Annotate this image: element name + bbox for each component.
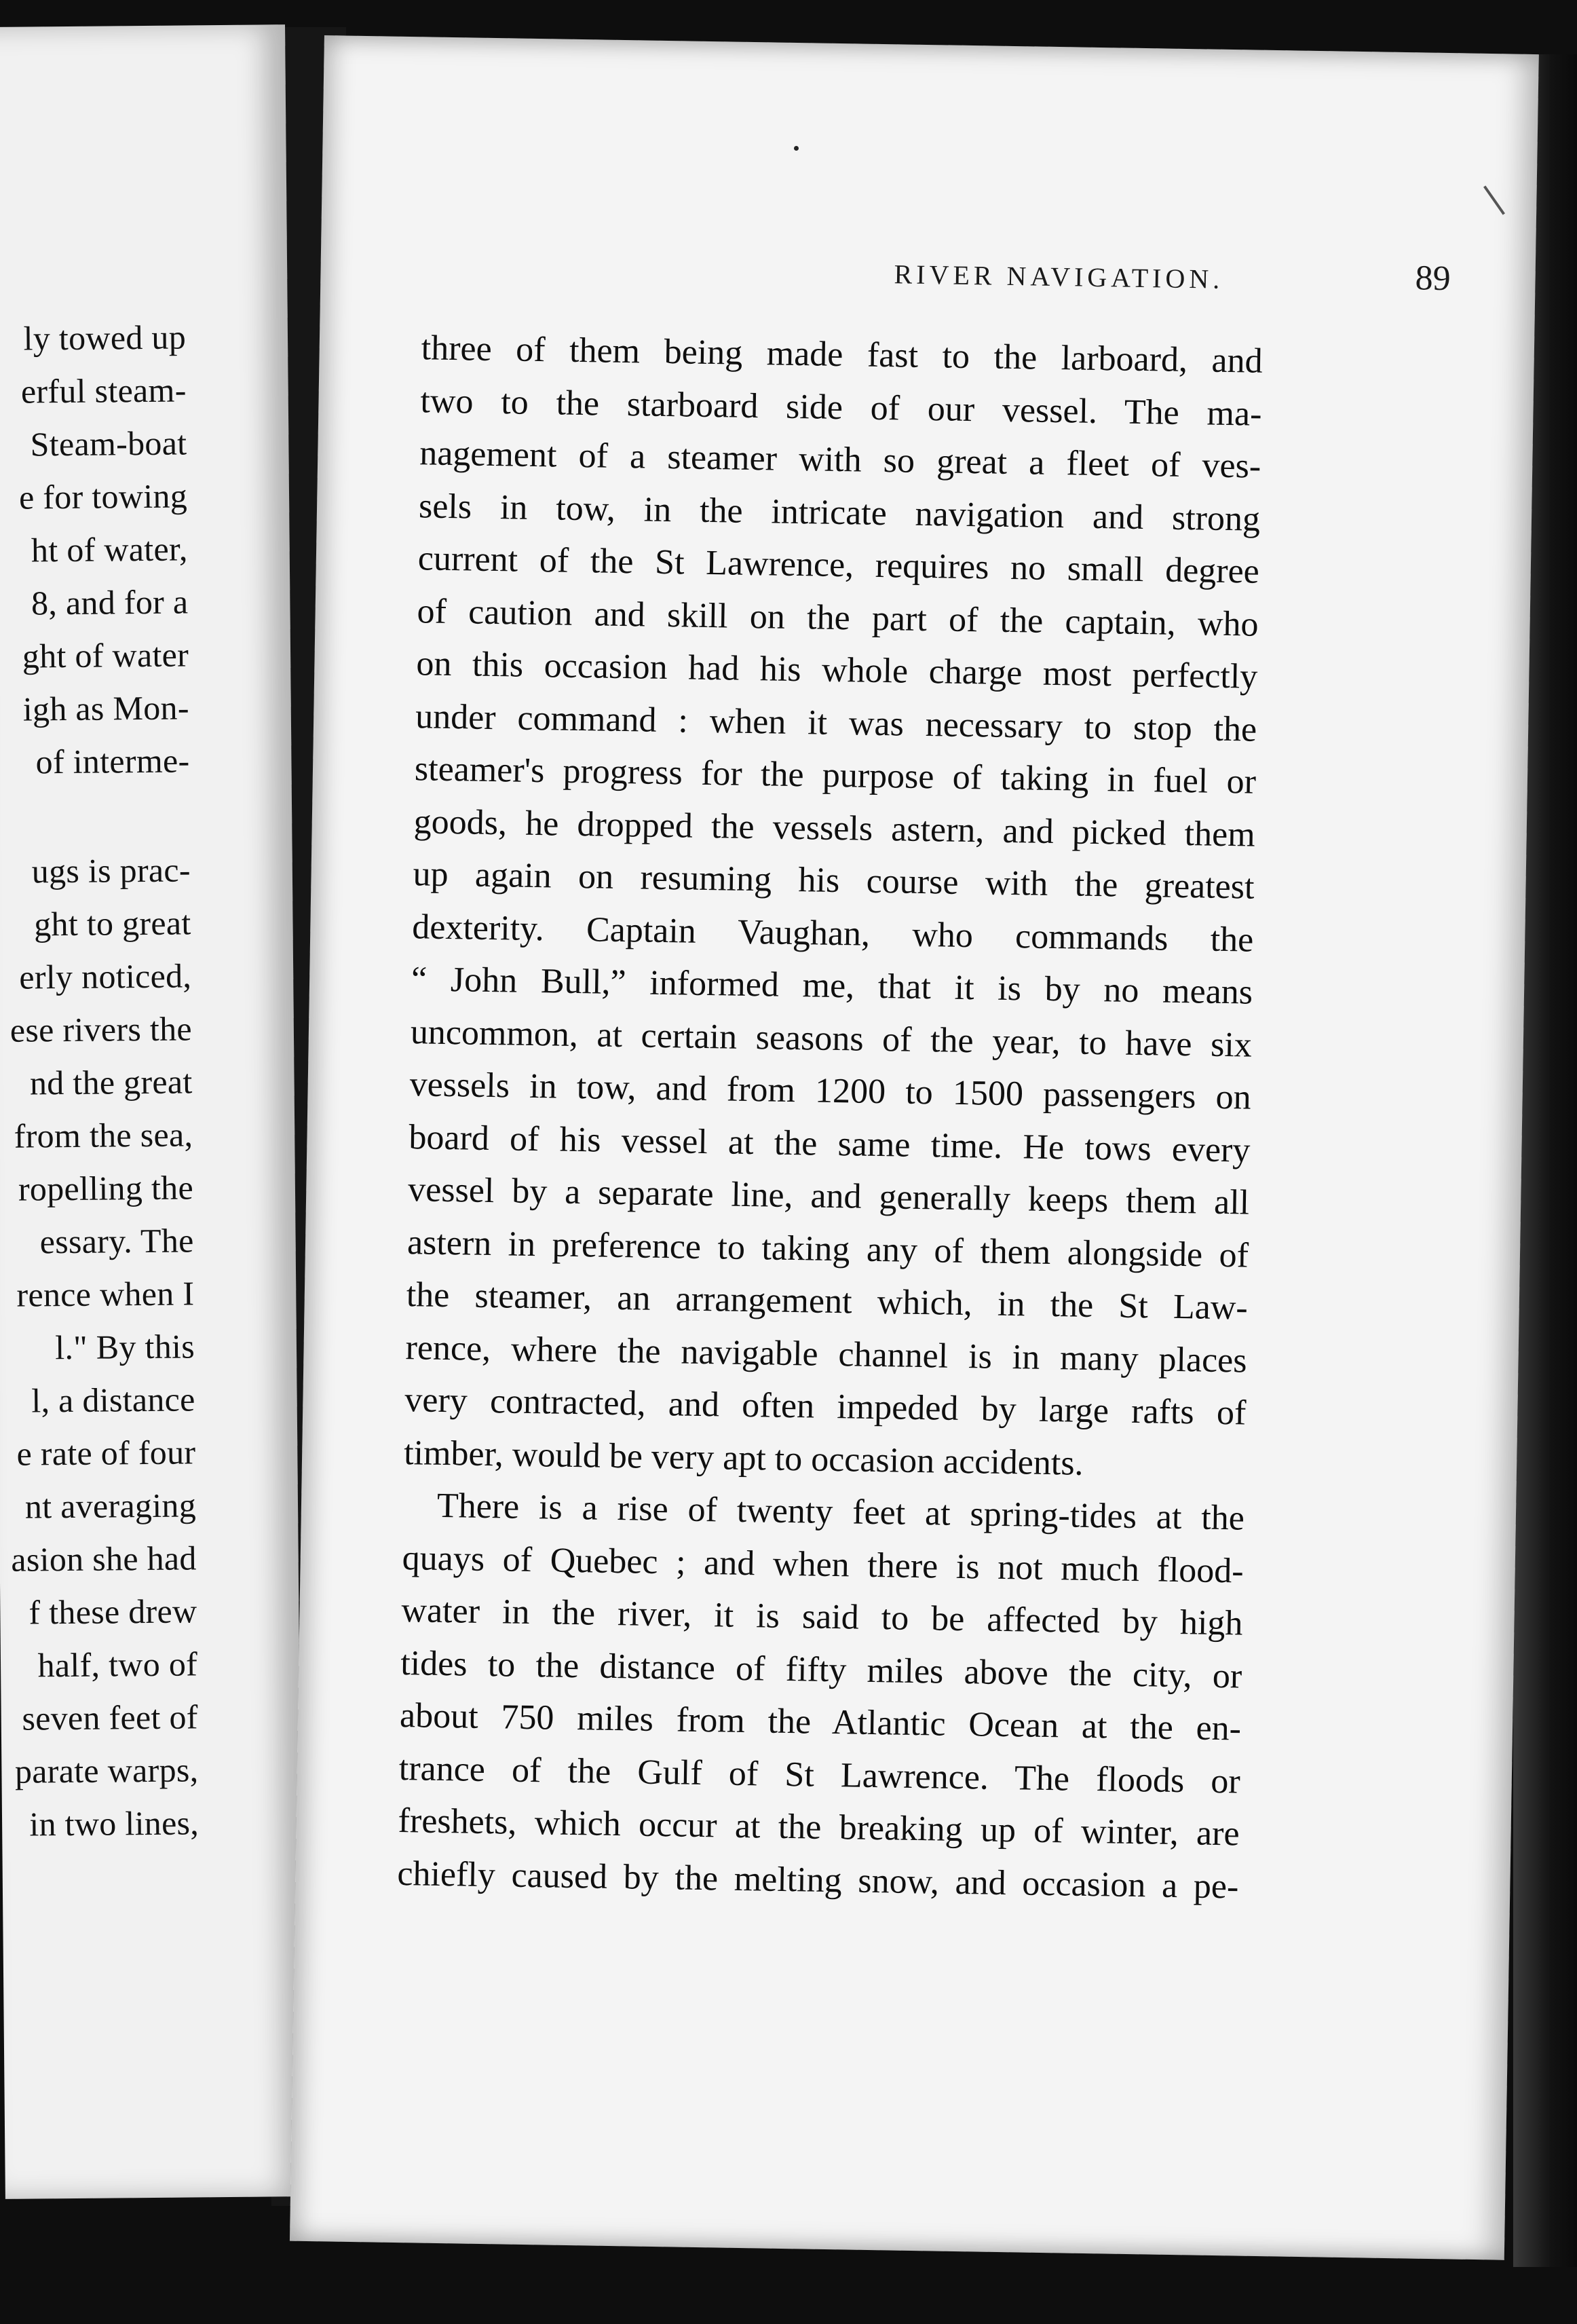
text-line: freshets, which occur at the breaking up of winter, are (398, 1801, 1240, 1854)
left-page-line: nd the great (29, 1062, 193, 1102)
text-line: uncommon, at certain seasons of the year, to have six (410, 1012, 1253, 1065)
scan-speck (794, 146, 799, 151)
left-page-line: of interme- (35, 741, 190, 781)
left-page-line: half, two of (37, 1645, 198, 1685)
left-page-line: igh as Mon- (22, 688, 190, 728)
left-page-line: ugs is prac- (31, 850, 191, 891)
text-line: dexterity. Captain Vaughan, who commands the (411, 907, 1254, 960)
left-facing-page (0, 24, 304, 2199)
left-page-line: ropelling the (18, 1168, 194, 1208)
left-page-line: seven feet of (22, 1698, 198, 1738)
body-text (397, 322, 1263, 1913)
page-number: 89 (1415, 259, 1451, 299)
text-line: steamer's progress for the purpose of taking in fuel or (414, 749, 1257, 802)
left-page-line: e for towing (18, 476, 188, 517)
text-line: chiefly caused by the melting snow, and occasion a pe- (397, 1854, 1239, 1906)
left-page-line: parate warps, (14, 1750, 199, 1791)
text-line: tides to the distance of fifty miles above the city, or (400, 1643, 1242, 1696)
main-page (290, 35, 1539, 2260)
text-line: rence, where the navigable channel is in many places (405, 1328, 1247, 1381)
left-page-line: asion she had (11, 1539, 197, 1579)
text-line: quays of Quebec ; and when there is not much flood- (402, 1538, 1244, 1591)
text-line: up again on resuming his course with the greatest (413, 855, 1255, 907)
left-page-line: in two lines, (29, 1803, 200, 1843)
left-page-line: ght to great (33, 903, 191, 943)
text-line: the steamer, an arrangement which, in the St Law- (406, 1275, 1249, 1328)
text-line: sels in tow, in the intricate navigation and strong (418, 486, 1261, 539)
text-line: about 750 miles from the Atlantic Ocean at the en- (399, 1696, 1242, 1748)
text-line: nagement of a steamer with so great a fleet of ves- (419, 434, 1261, 486)
left-page-line: from the sea, (14, 1115, 193, 1155)
left-page-line: e rate of four (16, 1433, 196, 1473)
text-line: on this occasion had his whole charge most perfectly (416, 644, 1258, 696)
text-line: water in the river, it is said to be affected by high (401, 1591, 1243, 1643)
text-line: very contracted, and often impeded by large rafts of (404, 1381, 1247, 1433)
text-line: There is a rise of twenty feet at spring-tides at the (436, 1486, 1245, 1538)
left-page-line: ght of water (22, 635, 189, 675)
left-page-line: rence when I (16, 1274, 195, 1314)
left-page-line: ese rivers the (10, 1009, 193, 1049)
text-line: board of his vessel at the same time. He tows every (408, 1117, 1251, 1170)
text-line: two to the starboard side of our vessel. The ma- (420, 381, 1262, 434)
text-line: goods, he dropped the vessels astern, and picked them (413, 802, 1256, 855)
left-page-line: Steam-boat (30, 424, 187, 464)
left-page-line: ly towed up (23, 318, 187, 358)
text-line: trance of the Gulf of St Lawrence. The floods or (398, 1748, 1241, 1801)
left-page-line: essary. The (39, 1221, 194, 1261)
left-page-line: nt averaging (24, 1486, 197, 1526)
page-header (690, 255, 1451, 315)
left-page-line: erful steam- (20, 371, 187, 411)
text-line: of caution and skill on the part of the captain, who (417, 591, 1259, 644)
text-line: timber, would be very apt to occasion accidents. (403, 1433, 1084, 1483)
left-page-line: 8, and for a (31, 582, 189, 622)
left-page-line: l." By this (55, 1327, 195, 1367)
left-page-line: l, a distance (31, 1380, 195, 1420)
left-page-line: ht of water, (31, 529, 188, 569)
left-page-line: f these drew (28, 1592, 197, 1632)
text-line: astern in preference to taking any of them alongside of (406, 1222, 1249, 1275)
text-line: under command : when it was necessary to stop the (415, 696, 1257, 749)
text-line: vessels in tow, and from 1200 to 1500 passengers on (409, 1065, 1252, 1117)
text-line: current of the St Lawrence, requires no small degree (417, 539, 1260, 591)
text-line: vessel by a separate line, and generally keeps them all (407, 1170, 1250, 1222)
left-page-line: erly noticed, (19, 956, 192, 996)
text-line: three of them being made fast to the larboard, and (421, 329, 1264, 381)
running-title: RIVER NAVIGATION. (894, 259, 1224, 295)
text-line: “ John Bull,” informed me, that it is by no means (411, 960, 1253, 1012)
